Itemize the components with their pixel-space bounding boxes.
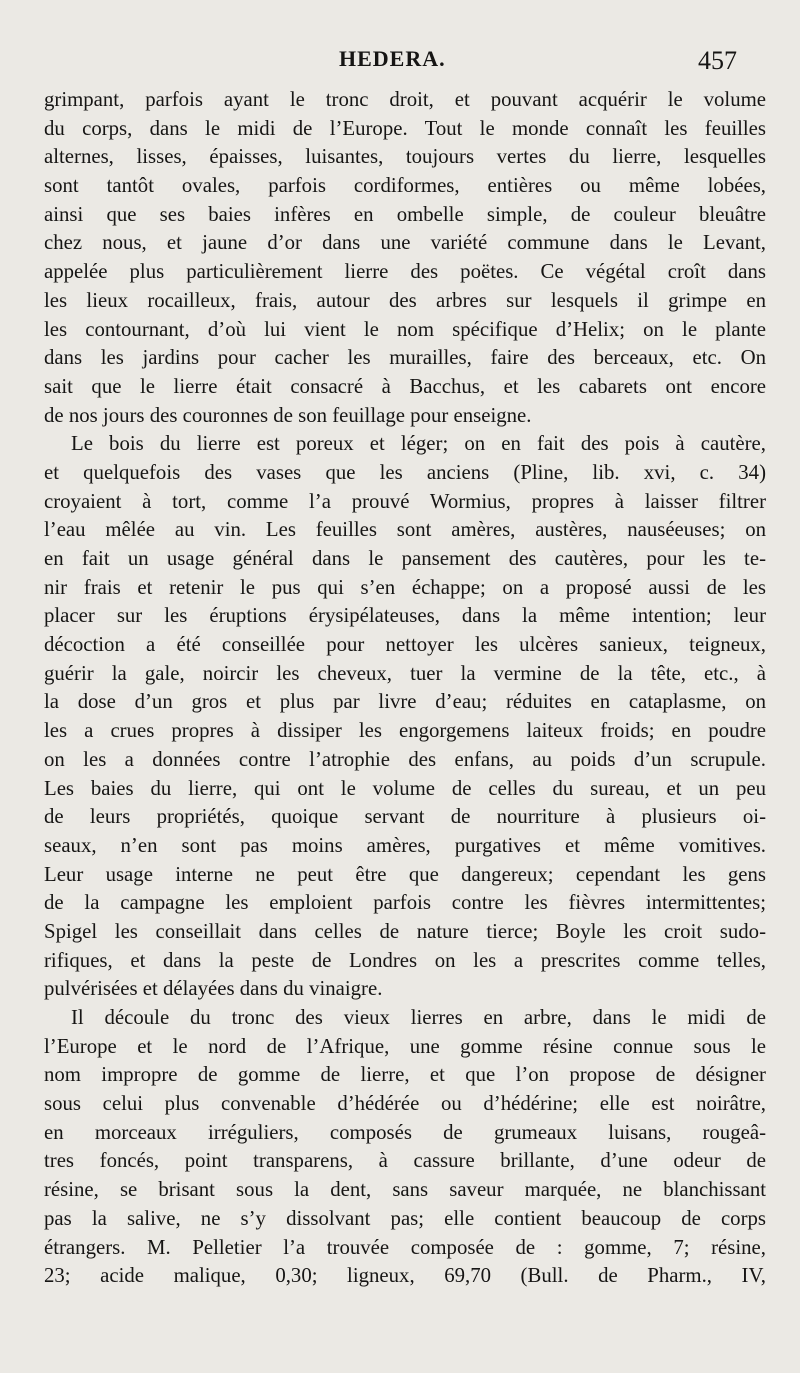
text-line: dans les jardins pour cacher les murailles, faire des berceaux, etc. On — [44, 346, 766, 370]
text-line: en fait un usage général dans le pansement des cautères, pour les te- — [44, 547, 766, 570]
text-line: seaux, n’en sont pas moins amères, purgatives et même vomitives. — [44, 833, 766, 857]
text-line: la dose d’un gros et plus par livre d’eau; réduites en cataplasme, on — [44, 690, 766, 714]
text-line: chez nous, et jaune d’or dans une variété commune dans le Levant, — [44, 231, 766, 255]
text-line: on les a données contre l’atrophie des enfans, au poids d’un scrupule. — [44, 747, 766, 771]
text-line: nom impropre de gomme de lierre, et que l’on propose de désigner — [44, 1063, 766, 1087]
text-line: et quelquefois des vases que les anciens (Pline, lib. xvi, c. 34) — [44, 460, 766, 484]
text-line: du corps, dans le midi de l’Europe. Tout le monde connaît les feuilles — [44, 116, 766, 140]
text-line: sont tantôt ovales, parfois cordiformes, entières ou même lobées, — [44, 174, 766, 198]
text-line: résine, se brisant sous la dent, sans saveur marquée, ne blanchissant — [44, 1178, 766, 1202]
text-line: 23; acide malique, 0,30; ligneux, 69,70 (Bull. de Pharm., IV, — [44, 1264, 766, 1288]
text-line: les contournant, d’où lui vient le nom spécifique d’Helix; on le plante — [44, 317, 766, 341]
text-line: ainsi que ses baies infères en ombelle simple, de couleur bleuâtre — [44, 202, 766, 226]
text-line: Le bois du lierre est poreux et léger; on en fait des pois à cautère, — [71, 432, 766, 456]
text-line: l’eau mêlée au vin. Les feuilles sont amères, austères, nauséeuses; on — [44, 518, 766, 542]
text-line: de nos jours des couronnes de son feuillage pour enseigne. — [44, 403, 532, 427]
text-line: pas la salive, ne s’y dissolvant pas; elle contient beaucoup de corps — [44, 1206, 766, 1230]
paragraph-2 — [44, 430, 766, 1004]
text-line: Leur usage interne ne peut être que dangereux; cependant les gens — [44, 862, 766, 886]
text-line: sait que le lierre était consacré à Bacchus, et les cabarets ont encore — [44, 374, 766, 398]
paragraph-3 — [44, 1004, 766, 1291]
paragraph-1 — [44, 86, 766, 430]
text-line: de la campagne les emploient parfois contre les fièvres intermittentes; — [44, 891, 766, 915]
text-line: Spigel les conseillait dans celles de nature tierce; Boyle les croit sudo- — [44, 919, 766, 943]
text-line: tres foncés, point transparens, à cassure brillante, d’une odeur de — [44, 1149, 766, 1173]
text-line: les lieux rocailleux, frais, autour des arbres sur lesquels il grimpe en — [44, 288, 766, 312]
text-line: appelée plus particulièrement lierre des poëtes. Ce végétal croît dans — [44, 260, 766, 284]
body-text — [44, 86, 766, 1291]
text-line: guérir la gale, noircir les cheveux, tuer la vermine de la tête, etc., à — [44, 661, 766, 685]
page-number: 457 — [698, 46, 737, 75]
text-line: Il découle du tronc des vieux lierres en arbre, dans le midi de — [71, 1006, 766, 1029]
text-line: grimpant, parfois ayant le tronc droit, et pouvant acquérir le volume — [44, 88, 766, 111]
text-line: de leurs propriétés, quoique servant de nourriture à plusieurs oi- — [44, 805, 766, 829]
text-line: Les baies du lierre, qui ont le volume de celles du sureau, et un peu — [44, 776, 766, 800]
text-line: rifiques, et dans la peste de Londres on les a prescrites comme telles, — [44, 948, 766, 972]
running-title: HEDERA. — [339, 46, 446, 71]
text-line: décoction a été conseillée pour nettoyer les ulcères sanieux, teigneux, — [44, 633, 766, 657]
text-line: croyaient à tort, comme l’a prouvé Wormius, propres à laisser filtrer — [44, 489, 766, 513]
text-line: placer sur les éruptions érysipélateuses, dans la même intention; leur — [44, 604, 766, 628]
text-line: les a crues propres à dissiper les engorgemens laiteux froids; en poudre — [44, 719, 766, 743]
text-line: étrangers. M. Pelletier l’a trouvée composée de : gomme, 7; résine, — [44, 1235, 766, 1259]
text-line: nir frais et retenir le pus qui s’en échappe; on a proposé aussi de les — [44, 575, 766, 599]
text-line: pulvérisées et délayées dans du vinaigre. — [44, 977, 383, 1001]
text-line: alternes, lisses, épaisses, luisantes, toujours vertes du lierre, lesquelles — [44, 145, 766, 169]
text-line: sous celui plus convenable d’hédérée ou d’hédérine; elle est noirâtre, — [44, 1092, 766, 1116]
page-header — [0, 46, 800, 80]
text-line: l’Europe et le nord de l’Afrique, une gomme résine connue sous le — [44, 1034, 766, 1058]
text-line: en morceaux irréguliers, composés de grumeaux luisans, rougeâ- — [44, 1120, 766, 1144]
